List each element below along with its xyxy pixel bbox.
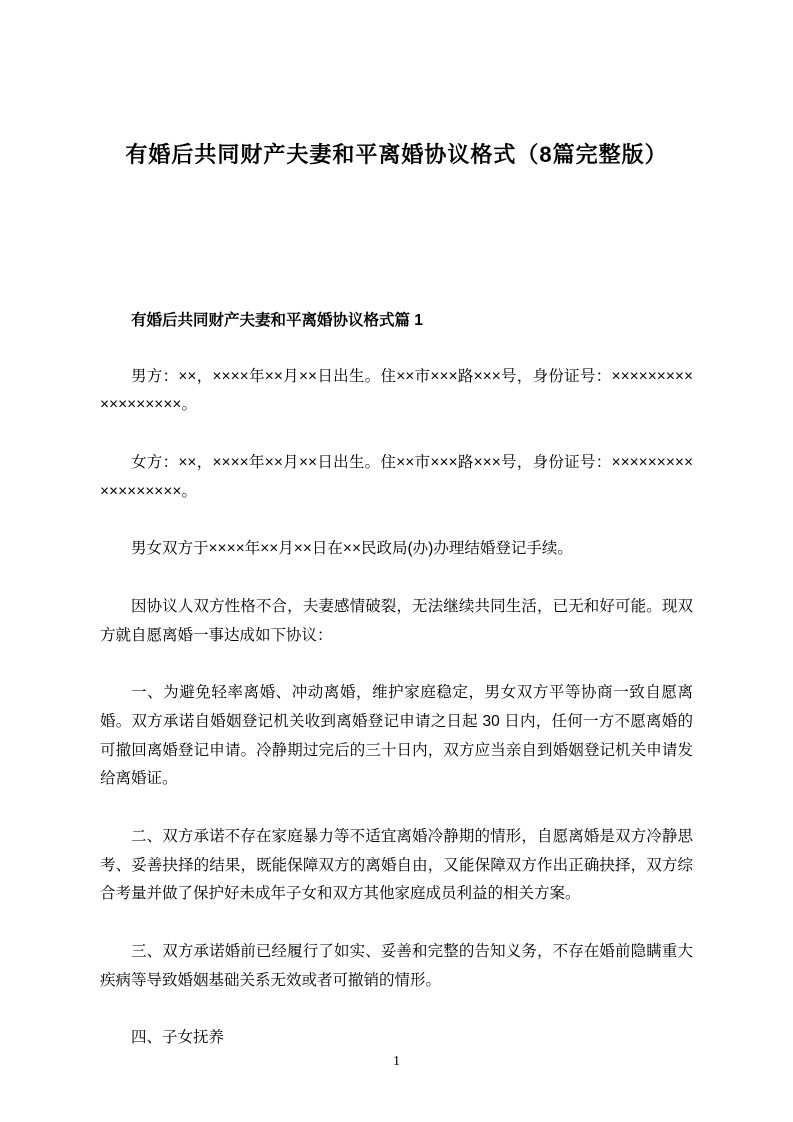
document-title: 有婚后共同财产夫妻和平离婚协议格式（8篇完整版） (125, 142, 668, 167)
paragraph-male-party: 男方：××，××××年××月××日出生。住××市×××路×××号，身份证号：××××××××××××××××××。 (100, 367, 693, 414)
paragraph-clause-1: 一、为避免轻率离婚、冲动离婚，维护家庭稳定，男女双方平等协商一致自愿离婚。双方承诺自婚姻登记机关收到离婚登记申请之日起 30 日内，任何一方不愿离婚的可撤回离婚登记申请。冷静期过完后的三十日内，双方应当亲自到婚姻登记机关申请发给离婚证。 (100, 684, 693, 788)
paragraph-agreement-intro: 因协议人双方性格不合，夫妻感情破裂，无法继续共同生活，已无和好可能。现双方就自愿离婚一事达成如下协议： (100, 597, 693, 644)
paragraph-marriage-registration: 男女双方于××××年××月××日在××民政局(办)办理结婚登记手续。 (131, 540, 573, 558)
page-number: 1 (393, 1054, 400, 1069)
paragraph-clause-2: 二、双方承诺不存在家庭暴力等不适宜离婚冷静期的情形，自愿离婚是双方冷静思考、妥善抉择的结果，既能保障双方的离婚自由，又能保障双方作出正确抉择，双方综合考量并做了保护好未成年子女和双方其他家庭成员利益的相关方案。 (100, 827, 693, 903)
paragraph-female-party: 女方：××，××××年××月××日出生。住××市×××路×××号，身份证号：××××××××××××××××××。 (100, 453, 693, 500)
paragraph-clause-3: 三、双方承诺婚前已经履行了如实、妥善和完整的告知义务，不存在婚前隐瞒重大疾病等导致婚姻基础关系无效或者可撤销的情形。 (100, 943, 693, 989)
section-heading: 有婚后共同财产夫妻和平离婚协议格式篇 1 (131, 311, 423, 329)
paragraph-clause-4: 四、子女抚养 (131, 1029, 225, 1047)
